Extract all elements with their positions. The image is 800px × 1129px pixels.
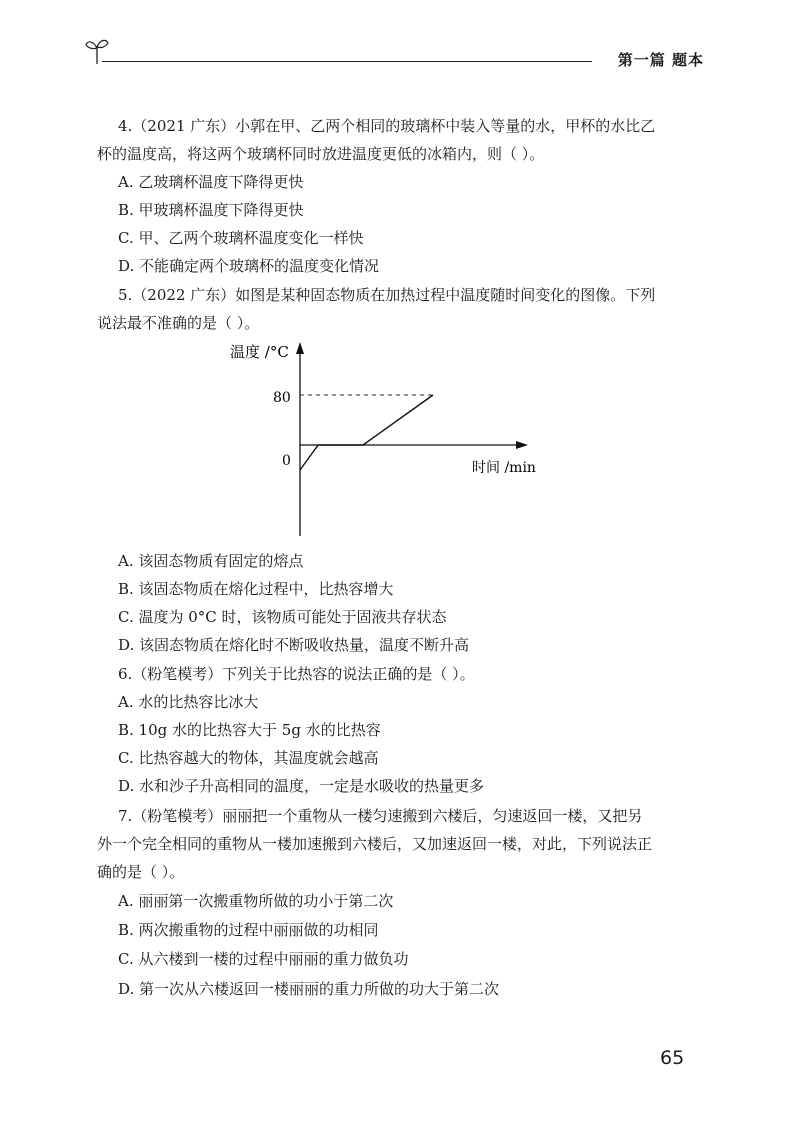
q4-stem-line-2: 杯的温度高，将这两个玻璃杯同时放进温度更低的冰箱内，则（ ）。 <box>97 145 545 163</box>
q5-stem-line-1: 5.（2022 广东）如图是某种固态物质在加热过程中温度随时间变化的图像。下列 <box>118 286 656 304</box>
q4-option-a: A. 乙玻璃杯温度下降得更快 <box>118 173 304 191</box>
q7-stem-line-2: 外一个完全相同的重物从一楼加速搬到六楼后，又加速返回一楼，对此，下列说法正 <box>97 835 653 853</box>
section-title: 第一篇 题本 <box>617 51 704 69</box>
x-axis-arrow <box>516 441 528 449</box>
y-tick-0: 0 <box>282 453 291 469</box>
q7-option-a: A. 丽丽第一次搬重物所做的功小于第二次 <box>118 892 394 910</box>
x-axis-label: 时间 /min <box>472 460 536 476</box>
q6-option-a: A. 水的比热容比冰大 <box>118 693 259 711</box>
q6-option-b: B. 10g 水的比热容大于 5g 水的比热容 <box>118 721 381 739</box>
q6-stem-line-1: 6.（粉笔模考）下列关于比热容的说法正确的是（ ）。 <box>118 665 475 683</box>
y-axis-label: 温度 /°C <box>230 343 289 361</box>
q5-option-a: A. 该固态物质有固定的熔点 <box>118 552 304 570</box>
q5-option-d: D. 该固态物质在熔化时不断吸收热量，温度不断升高 <box>118 636 470 654</box>
q7-option-d: D. 第一次从六楼返回一楼丽丽的重力所做的功大于第二次 <box>118 980 500 998</box>
q7-option-b: B. 两次搬重物的过程中丽丽做的功相同 <box>118 921 379 939</box>
y-axis-arrow <box>296 342 304 354</box>
q5-option-b: B. 该固态物质在熔化过程中，比热容增大 <box>118 580 394 598</box>
q6-option-c: C. 比热容越大的物体，其温度就会越高 <box>118 749 379 767</box>
q6-option-d: D. 水和沙子升高相同的温度，一定是水吸收的热量更多 <box>118 777 485 795</box>
page-number: 65 <box>660 1047 685 1069</box>
q7-option-c: C. 从六楼到一楼的过程中丽丽的重力做负功 <box>118 950 409 968</box>
q4-stem-line-1: 4.（2021 广东）小郭在甲、乙两个相同的玻璃杯中装入等量的水，甲杯的水比乙 <box>118 117 656 135</box>
temperature-curve <box>300 395 433 470</box>
q4-option-c: C. 甲、乙两个玻璃杯温度变化一样快 <box>118 229 364 247</box>
header-rule <box>102 61 592 62</box>
q5-stem-line-2: 说法最不准确的是（ ）。 <box>97 314 260 332</box>
y-tick-80: 80 <box>273 390 291 406</box>
q5-option-c: C. 温度为 0°C 时，该物质可能处于固液共存状态 <box>118 608 447 626</box>
q7-stem-line-1: 7.（粉笔模考）丽丽把一个重物从一楼匀速搬到六楼后，匀速返回一楼，又把另 <box>118 807 643 825</box>
temperature-time-chart <box>200 330 560 545</box>
q4-option-d: D. 不能确定两个玻璃杯的温度变化情况 <box>118 257 380 275</box>
q7-stem-line-3: 确的是（ ）。 <box>97 863 185 881</box>
q4-option-b: B. 甲玻璃杯温度下降得更快 <box>118 201 304 219</box>
page-header <box>84 36 704 76</box>
